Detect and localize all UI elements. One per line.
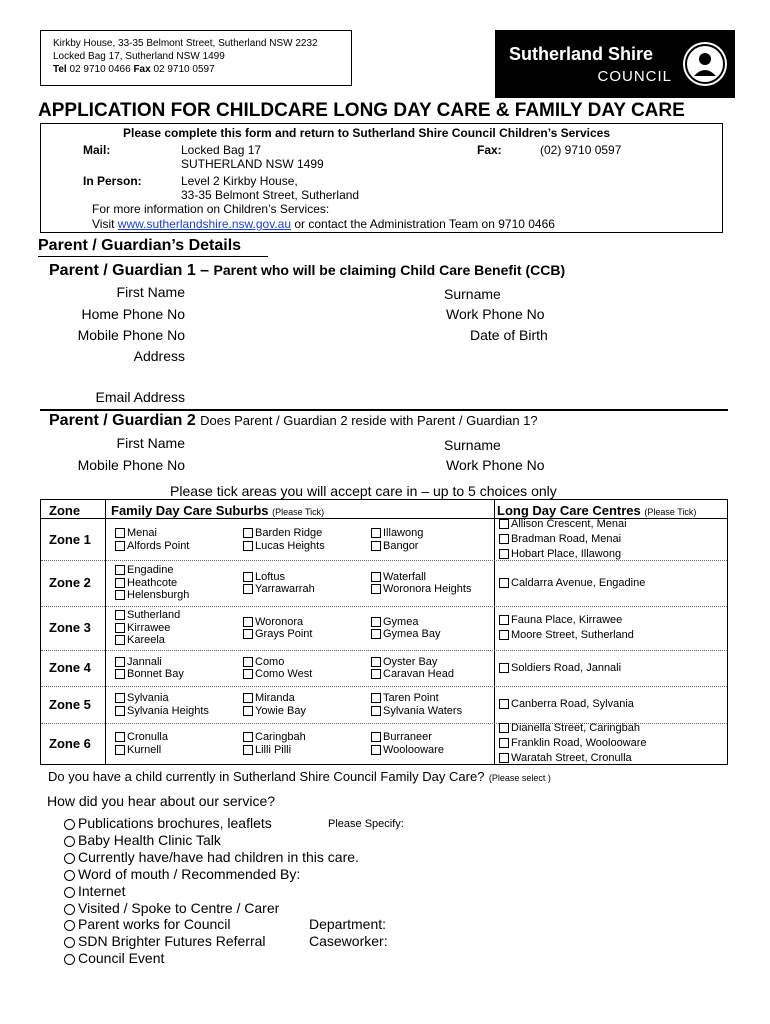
fdc-suburb-option[interactable] bbox=[115, 540, 189, 552]
pg2-surname-label: Surname bbox=[444, 437, 501, 453]
col-header-ldc-note: (Please Tick) bbox=[644, 507, 697, 517]
fdc-suburb-label: Kareela bbox=[127, 634, 165, 647]
fdc-suburb-label: Oyster Bay bbox=[383, 655, 438, 668]
ldc-centre-option[interactable] bbox=[499, 629, 634, 641]
checkbox-icon[interactable] bbox=[499, 549, 509, 559]
fdc-suburb-option[interactable] bbox=[115, 692, 169, 704]
fdc-suburb-label: Grays Point bbox=[255, 628, 313, 640]
address-box bbox=[40, 30, 352, 86]
pg1-surname-label: Surname bbox=[444, 286, 501, 302]
fdc-suburb-option[interactable] bbox=[243, 705, 306, 717]
checkbox-icon[interactable] bbox=[115, 565, 125, 575]
fdc-suburb-label: Sylvania Waters bbox=[383, 704, 463, 717]
fax-label: Fax bbox=[133, 64, 151, 75]
zone-row-divider bbox=[41, 650, 727, 651]
fdc-suburb-label: Miranda bbox=[255, 692, 295, 704]
fdc-suburb-label: Menai bbox=[127, 527, 157, 539]
hear-option-label: Parent works for Council bbox=[78, 916, 231, 932]
checkbox-icon[interactable] bbox=[115, 693, 125, 703]
fax-label: Fax: bbox=[477, 143, 502, 157]
checkbox-icon[interactable] bbox=[371, 584, 381, 594]
mail-label: Mail: bbox=[83, 143, 111, 157]
checkbox-icon[interactable] bbox=[115, 578, 125, 588]
checkbox-icon[interactable] bbox=[243, 732, 253, 742]
checkbox-icon[interactable] bbox=[115, 745, 125, 755]
checkbox-icon[interactable] bbox=[115, 669, 125, 679]
pg1-first-name-label: First Name bbox=[116, 284, 185, 300]
fdc-suburb-label: Kurnell bbox=[127, 743, 162, 756]
section-title-underline bbox=[38, 256, 268, 257]
checkbox-icon[interactable] bbox=[115, 610, 125, 620]
pg2-first-name-label: First Name bbox=[116, 435, 185, 451]
fdc-suburb-option[interactable] bbox=[243, 731, 306, 743]
fdc-suburb-option[interactable] bbox=[115, 622, 170, 634]
ldc-centre-label: Soldiers Road, Jannali bbox=[511, 661, 622, 674]
fdc-suburb-option[interactable] bbox=[243, 656, 284, 668]
fdc-suburb-label: Waterfall bbox=[383, 570, 426, 583]
col-header-zone: Zone bbox=[49, 503, 81, 518]
pg1-mobile-phone-label: Mobile Phone No bbox=[77, 327, 185, 343]
fdc-suburb-label: Como bbox=[255, 655, 285, 668]
fdc-suburb-label: Sylvania Heights bbox=[127, 704, 209, 717]
zone-table bbox=[40, 499, 728, 765]
visit-line bbox=[92, 217, 555, 231]
current-child-note: (Please select ) bbox=[488, 773, 551, 783]
fdc-suburb-label: Barden Ridge bbox=[255, 527, 323, 539]
hear-option-label: Internet bbox=[78, 883, 126, 899]
checkbox-icon[interactable] bbox=[371, 657, 381, 667]
ldc-centre-label: Hobart Place, Illawong bbox=[511, 548, 622, 560]
logo-sub: COUNCIL bbox=[597, 68, 672, 85]
fdc-suburb-option[interactable] bbox=[115, 668, 184, 680]
zone-row-divider bbox=[41, 560, 727, 561]
ldc-centre-option[interactable] bbox=[499, 548, 621, 560]
pg1-work-phone-label: Work Phone No bbox=[446, 306, 545, 322]
ldc-centre-label: Allison Crescent, Menai bbox=[511, 518, 627, 530]
fdc-suburb-label: Como West bbox=[255, 668, 313, 680]
caseworker-label: Caseworker: bbox=[309, 933, 388, 949]
hear-option[interactable] bbox=[64, 832, 221, 848]
checkbox-icon[interactable] bbox=[499, 699, 509, 709]
ldc-centre-label: Waratah Street, Cronulla bbox=[511, 752, 632, 764]
fdc-suburb-option[interactable] bbox=[371, 583, 471, 595]
col-divider-2 bbox=[494, 500, 495, 764]
fdc-suburb-label: Kirrawee bbox=[127, 621, 171, 634]
checkbox-icon[interactable] bbox=[499, 578, 509, 588]
col-header-fdc-note: (Please Tick) bbox=[272, 507, 325, 517]
fdc-suburb-label: Jannali bbox=[127, 655, 162, 668]
col-header-ldc-label: Long Day Care Centres bbox=[497, 503, 641, 518]
pg2-heading-line bbox=[49, 412, 538, 430]
checkbox-icon[interactable] bbox=[243, 629, 253, 639]
zone-row-divider bbox=[41, 686, 727, 687]
in-person-line-1: Level 2 Kirkby House, bbox=[181, 174, 298, 188]
zone-label: Zone 6 bbox=[49, 735, 91, 751]
checkbox-icon[interactable] bbox=[115, 590, 125, 600]
fdc-suburb-label: Lucas Heights bbox=[255, 539, 325, 552]
address-line-2: Locked Bag 17, Sutherland NSW 1499 bbox=[53, 51, 225, 62]
fax-value: 02 9710 0597 bbox=[153, 64, 215, 75]
fdc-suburb-label: Illawong bbox=[383, 527, 424, 539]
radio-icon[interactable] bbox=[64, 819, 75, 830]
ldc-centre-option[interactable] bbox=[499, 614, 622, 626]
logo-name: Sutherland Shire bbox=[509, 44, 654, 64]
checkbox-icon[interactable] bbox=[115, 706, 125, 716]
fdc-suburb-label: Woronora bbox=[255, 615, 304, 628]
ldc-centre-option[interactable] bbox=[499, 533, 621, 545]
pg2-question: Does Parent / Guardian 2 reside with Parent / Guardian 1? bbox=[200, 413, 538, 428]
col-divider-1 bbox=[105, 500, 106, 764]
checkbox-icon[interactable] bbox=[499, 630, 509, 640]
checkbox-icon[interactable] bbox=[243, 657, 253, 667]
ldc-centre-option[interactable] bbox=[499, 662, 621, 674]
fdc-suburb-label: Caringbah bbox=[255, 731, 306, 743]
ldc-centre-option[interactable] bbox=[499, 698, 634, 710]
current-child-question: Do you have a child currently in Sutherland Shire Council Family Day Care? bbox=[48, 769, 485, 784]
fdc-suburb-option[interactable] bbox=[371, 527, 423, 539]
fdc-suburb-option[interactable] bbox=[115, 634, 165, 646]
fdc-suburb-option[interactable] bbox=[115, 731, 168, 743]
fdc-suburb-label: Helensburgh bbox=[127, 589, 190, 602]
council-logo bbox=[495, 30, 735, 98]
hear-option[interactable] bbox=[64, 883, 125, 899]
hear-option[interactable] bbox=[64, 916, 231, 932]
hear-option-label: Council Event bbox=[78, 950, 165, 966]
hear-option-label: Word of mouth / Recommended By: bbox=[78, 866, 301, 882]
fdc-suburb-option[interactable] bbox=[243, 571, 285, 583]
visit-prefix: Visit bbox=[92, 217, 115, 231]
hear-question: How did you hear about our service? bbox=[47, 793, 276, 809]
council-seal-icon bbox=[683, 42, 727, 86]
hear-option[interactable] bbox=[64, 849, 359, 865]
fdc-suburb-label: Cronulla bbox=[127, 731, 168, 743]
pg1-heading: Parent / Guardian 1 – bbox=[49, 262, 210, 279]
col-header-ldc bbox=[497, 503, 696, 518]
fdc-suburb-label: Loftus bbox=[255, 570, 285, 583]
fdc-suburb-option[interactable] bbox=[371, 731, 432, 743]
checkbox-icon[interactable] bbox=[371, 572, 381, 582]
pg1-subheading: Parent who will be claiming Child Care Benefit (CCB) bbox=[213, 262, 566, 278]
checkbox-icon[interactable] bbox=[371, 528, 381, 538]
current-child-line bbox=[48, 768, 551, 786]
col-header-fdc bbox=[111, 503, 324, 518]
checkbox-icon[interactable] bbox=[371, 617, 381, 627]
zone-label: Zone 1 bbox=[49, 531, 91, 547]
pg1-dob-label: Date of Birth bbox=[470, 327, 548, 343]
fdc-suburb-option[interactable] bbox=[371, 616, 418, 628]
fdc-suburb-label: Yarrawarrah bbox=[255, 583, 315, 595]
pg-divider bbox=[40, 409, 728, 411]
form-title: APPLICATION FOR CHILDCARE LONG DAY CARE & FAMILY DAY CARE bbox=[38, 100, 685, 121]
radio-icon[interactable] bbox=[64, 870, 75, 881]
fdc-suburb-label: Gymea Bay bbox=[383, 628, 441, 640]
checkbox-icon[interactable] bbox=[115, 635, 125, 645]
checkbox-icon[interactable] bbox=[499, 723, 509, 733]
in-person-label: In Person: bbox=[83, 174, 142, 188]
ldc-centre-label: Moore Street, Sutherland bbox=[511, 629, 634, 641]
fdc-suburb-option[interactable] bbox=[371, 705, 462, 717]
checkbox-icon[interactable] bbox=[243, 693, 253, 703]
fdc-suburb-option[interactable] bbox=[371, 628, 440, 640]
fdc-suburb-option[interactable] bbox=[243, 540, 325, 552]
fdc-suburb-label: Yowie Bay bbox=[255, 704, 306, 717]
checkbox-icon[interactable] bbox=[499, 663, 509, 673]
fdc-suburb-option[interactable] bbox=[115, 527, 157, 539]
checkbox-icon[interactable] bbox=[371, 732, 381, 742]
pg2-work-phone-label: Work Phone No bbox=[446, 457, 545, 473]
fdc-suburb-option[interactable] bbox=[371, 656, 437, 668]
radio-icon[interactable] bbox=[64, 920, 75, 931]
fdc-suburb-option[interactable] bbox=[243, 527, 322, 539]
hear-option-label: Currently have/have had children in this care. bbox=[78, 849, 359, 865]
tel-value: 02 9710 0466 bbox=[69, 64, 131, 75]
radio-icon[interactable] bbox=[64, 954, 75, 965]
checkbox-icon[interactable] bbox=[243, 528, 253, 538]
fdc-suburb-option[interactable] bbox=[115, 589, 189, 601]
hear-option[interactable] bbox=[64, 950, 164, 966]
section-title: Parent / Guardian’s Details bbox=[38, 237, 242, 254]
fdc-suburb-label: Alfords Point bbox=[127, 539, 190, 552]
instructions-box bbox=[40, 123, 723, 233]
fdc-suburb-label: Burraneer bbox=[383, 731, 432, 743]
pg1-home-phone-label: Home Phone No bbox=[81, 306, 185, 322]
hear-option-label: SDN Brighter Futures Referral bbox=[78, 933, 266, 949]
ldc-centre-label: Dianella Street, Caringbah bbox=[511, 722, 641, 734]
radio-icon[interactable] bbox=[64, 937, 75, 948]
fdc-suburb-option[interactable] bbox=[243, 668, 312, 680]
ldc-centre-label: Franklin Road, Woolooware bbox=[511, 737, 647, 749]
zone-row-divider bbox=[41, 606, 727, 607]
checkbox-icon[interactable] bbox=[499, 534, 509, 544]
checkbox-icon[interactable] bbox=[243, 669, 253, 679]
hear-option[interactable] bbox=[64, 866, 300, 882]
radio-icon[interactable] bbox=[64, 836, 75, 847]
fax-value: (02) 9710 0597 bbox=[540, 143, 622, 157]
fdc-suburb-option[interactable] bbox=[243, 692, 295, 704]
radio-icon[interactable] bbox=[64, 904, 75, 915]
fdc-suburb-option[interactable] bbox=[115, 656, 162, 668]
fdc-suburb-option[interactable] bbox=[371, 571, 426, 583]
pg2-heading: Parent / Guardian 2 bbox=[49, 412, 196, 429]
fdc-suburb-label: Bangor bbox=[383, 539, 419, 552]
pg2-mobile-phone-label: Mobile Phone No bbox=[77, 457, 185, 473]
fdc-suburb-label: Lilli Pilli bbox=[255, 743, 292, 756]
checkbox-icon[interactable] bbox=[115, 541, 125, 551]
tel-label: Tel bbox=[53, 64, 67, 75]
pg1-email-label: Email Address bbox=[95, 389, 185, 405]
instructions-heading: Please complete this form and return to Sutherland Shire Council Children’s Services bbox=[123, 126, 611, 140]
fdc-suburb-option[interactable] bbox=[371, 744, 444, 756]
hear-option[interactable] bbox=[64, 815, 272, 831]
checkbox-icon[interactable] bbox=[499, 519, 509, 529]
checkbox-icon[interactable] bbox=[499, 738, 509, 748]
fdc-suburb-label: Sylvania bbox=[127, 692, 169, 704]
checkbox-icon[interactable] bbox=[371, 693, 381, 703]
zone-label: Zone 3 bbox=[49, 620, 91, 635]
mail-line-2: SUTHERLAND NSW 1499 bbox=[181, 157, 324, 171]
contact-line bbox=[53, 63, 351, 76]
ldc-centre-option[interactable] bbox=[499, 752, 632, 764]
ldc-centre-option[interactable] bbox=[499, 722, 640, 734]
checkbox-icon[interactable] bbox=[499, 753, 509, 763]
radio-icon[interactable] bbox=[64, 853, 75, 864]
in-person-line-2: 33-35 Belmont Street, Sutherland bbox=[181, 188, 360, 202]
ldc-centre-label: Fauna Place, Kirrawee bbox=[511, 614, 623, 626]
fdc-suburb-option[interactable] bbox=[115, 609, 180, 621]
fdc-suburb-label: Woolooware bbox=[383, 743, 444, 756]
department-label: Department: bbox=[309, 916, 387, 932]
checkbox-icon[interactable] bbox=[371, 745, 381, 755]
zone-instruction: Please tick areas you will accept care in – up to 5 choices only bbox=[170, 483, 557, 499]
hear-option-label: Publications brochures, leaflets bbox=[78, 815, 272, 831]
zone-label: Zone 5 bbox=[49, 696, 91, 712]
fdc-suburb-label: Taren Point bbox=[383, 692, 439, 704]
fdc-suburb-option[interactable] bbox=[243, 583, 315, 595]
fdc-suburb-option[interactable] bbox=[115, 564, 174, 576]
checkbox-icon[interactable] bbox=[243, 572, 253, 582]
website-link[interactable]: www.sutherlandshire.nsw.gov.au bbox=[117, 217, 291, 231]
fdc-suburb-label: Woronora Heights bbox=[383, 583, 472, 595]
zone-label: Zone 2 bbox=[49, 575, 91, 590]
fdc-suburb-label: Bonnet Bay bbox=[127, 668, 184, 680]
checkbox-icon[interactable] bbox=[115, 657, 125, 667]
fdc-suburb-option[interactable] bbox=[243, 628, 312, 640]
fdc-suburb-option[interactable] bbox=[371, 540, 418, 552]
hear-option[interactable] bbox=[64, 933, 266, 949]
ldc-centre-label: Canberra Road, Sylvania bbox=[511, 698, 634, 710]
visit-suffix: or contact the Administration Team on 9710 0466 bbox=[294, 217, 555, 231]
checkbox-icon[interactable] bbox=[243, 745, 253, 755]
checkbox-icon[interactable] bbox=[371, 669, 381, 679]
ldc-centre-option[interactable] bbox=[499, 737, 647, 749]
checkbox-icon[interactable] bbox=[371, 629, 381, 639]
hear-option-label: Visited / Spoke to Centre / Carer bbox=[78, 900, 280, 916]
ldc-centre-option[interactable] bbox=[499, 577, 645, 589]
fdc-suburb-option[interactable] bbox=[243, 744, 291, 756]
please-specify-label: Please Specify: bbox=[328, 818, 404, 830]
ldc-centre-option[interactable] bbox=[499, 518, 627, 530]
fdc-suburb-label: Caravan Head bbox=[383, 668, 454, 680]
pg1-heading-line bbox=[49, 262, 565, 280]
zone-label: Zone 4 bbox=[49, 660, 91, 675]
checkbox-icon[interactable] bbox=[115, 623, 125, 633]
radio-icon[interactable] bbox=[64, 887, 75, 898]
hear-option-label: Baby Health Clinic Talk bbox=[78, 832, 221, 848]
checkbox-icon[interactable] bbox=[115, 732, 125, 742]
hear-option[interactable] bbox=[64, 900, 279, 916]
ldc-centre-label: Bradman Road, Menai bbox=[511, 533, 622, 545]
checkbox-icon[interactable] bbox=[243, 584, 253, 594]
ldc-centre-label: Caldarra Avenue, Engadine bbox=[511, 576, 646, 589]
checkbox-icon[interactable] bbox=[371, 706, 381, 716]
fdc-suburb-label: Sutherland bbox=[127, 609, 181, 622]
checkbox-icon[interactable] bbox=[371, 541, 381, 551]
checkbox-icon[interactable] bbox=[243, 706, 253, 716]
fdc-suburb-label: Gymea bbox=[383, 615, 419, 628]
fdc-suburb-option[interactable] bbox=[371, 692, 439, 704]
fdc-suburb-option[interactable] bbox=[115, 577, 177, 589]
mail-line-1: Locked Bag 17 bbox=[181, 143, 262, 157]
pg1-address-label: Address bbox=[133, 348, 185, 364]
checkbox-icon[interactable] bbox=[243, 541, 253, 551]
checkbox-icon[interactable] bbox=[499, 615, 509, 625]
fdc-suburb-option[interactable] bbox=[115, 744, 161, 756]
fdc-suburb-option[interactable] bbox=[115, 705, 209, 717]
fdc-suburb-label: Heathcote bbox=[127, 576, 178, 589]
checkbox-icon[interactable] bbox=[243, 617, 253, 627]
address-line-1: Kirkby House, 33-35 Belmont Street, Sutherland NSW 2232 bbox=[53, 38, 318, 49]
checkbox-icon[interactable] bbox=[115, 528, 125, 538]
col-header-fdc-label: Family Day Care Suburbs bbox=[111, 503, 269, 518]
fdc-suburb-label: Engadine bbox=[127, 564, 174, 577]
fdc-suburb-option[interactable] bbox=[371, 668, 454, 680]
more-info-text: For more information on Children’s Services: bbox=[92, 202, 330, 216]
fdc-suburb-option[interactable] bbox=[243, 616, 303, 628]
